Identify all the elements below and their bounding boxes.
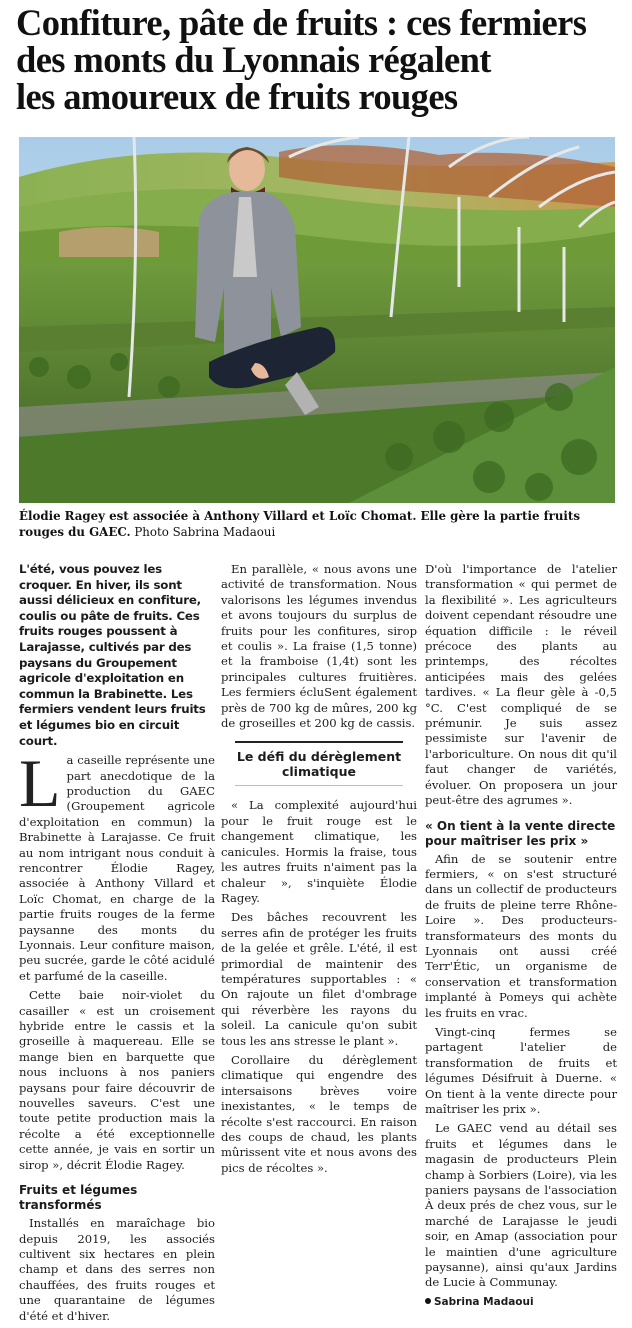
body-paragraph-1 bbox=[19, 745, 215, 984]
body-paragraph-2: Cette baie noir-violet du casailler « est un croisement hybride entre le cassis et la groseille à maquereau. Elle se mange bien en barquette que nous incluons à nos paniers paysans pour faire découvrir de nouvelles saveurs. C'est une toute petite production mais la récolte a été exceptionnelle cette année, je vais en sortir un sirop », décrit Élodie Ragey. bbox=[19, 988, 215, 1172]
bullet-icon bbox=[425, 1298, 431, 1304]
headline-line-2: des monts du Lyonnais régalent bbox=[16, 39, 491, 80]
article-column-3 bbox=[425, 562, 617, 1310]
article-photo bbox=[19, 137, 615, 503]
article-lead: L'été, vous pouvez les croquer. En hiver, ils sont aussi délicieux en confiture, coulis ou pâte de fruits. Ces fruits rouges poussent à Larajasse, cultivés par des paysans du Groupement agricole d'exploitation en commun la Brabinette. Les fermiers vendent leurs fruits et légumes bio en circuit court. bbox=[19, 562, 206, 748]
caption-text: Élodie Ragey est associée à Anthony Villard et Loïc Chomat. Elle gère la partie fruits rouges du GAEC. bbox=[19, 509, 581, 539]
article-column-1 bbox=[19, 562, 215, 1328]
photo-caption bbox=[19, 508, 619, 540]
body-paragraph-6: Des bâches recouvrent les serres afin de protéger les fruits de la gelée et grêle. L'été, il est primordial de maintenir des températures supportables : « On rajoute un filet d'ombrage qui réverbère les rayons du soleil. La canicule qu'on subit tous les ans stresse le plant ». bbox=[221, 910, 417, 1048]
body-paragraph-9: Afin de se soutenir entre fermiers, « on s'est structuré dans un collectif de producteurs de fruits de pleine terre Rhône-Loire ». Des producteurs-transformateurs des monts du Lyonnais ont aussi créé Terr'Étic, un organisme de conservation et transformation implanté à Pomeys qui achète les fruits en vrac. bbox=[425, 851, 617, 1020]
body-paragraph-8: D'où l'importance de l'atelier transformation « qui permet de la flexibilité ». Les agriculteurs doivent cependant résoudre une équation difficile : le réveil précoce des plants au printemps, des récoltes anticipées mais des gelées tardives. « La fleur gèle à -0,5 °C. C'est compliqué de se prémunir. Je suis assez pessimiste sur l'avenir de l'arboriculture. On nous dit qu'il faut changer de variétés, évoluer. On proposera un jour peut-être des agrumes ». bbox=[425, 562, 617, 808]
drop-cap: L bbox=[19, 745, 61, 822]
body-paragraph-3: Installés en maraîchage bio depuis 2019, les associés cultivent six hectares en plein champ et dans des serres non chauffées, des fruits rouges et une quarantaine de légumes d'été et d'hiver. bbox=[19, 1216, 215, 1323]
article-column-2 bbox=[221, 562, 417, 1180]
body-paragraph-4: En parallèle, « nous avons une activité de transformation. Nous valorisons les légumes invendus et avons toujours du surplus de fruits pour les confitures, sirop et coulis ». La fraise (1,5 tonne) et la framboise (1,4t) sont les principales cultures fruitières. Les fermiers écluSent également près de 700 kg de mûres, 200 kg de groseilles et 200 kg de cassis. bbox=[221, 562, 417, 731]
body-paragraph-5: « La complexité aujourd'hui pour le fruit rouge est le changement climatique, les canicules. Hormis la fraise, tous les autres fruits n'aiment pas la chaleur », s'inquiète Élodie Ragey. bbox=[221, 798, 417, 905]
section-title-climate: Le défi du dérèglement climatique bbox=[235, 741, 403, 786]
article-headline bbox=[16, 4, 620, 115]
author-byline bbox=[425, 1295, 617, 1310]
subheading-direct-sale: « On tient à la vente directe pour maîtriser les prix » bbox=[425, 818, 616, 848]
subheading-transformed: Fruits et légumes transformés bbox=[19, 1183, 138, 1213]
paragraph-1-text: a caseille représente une part anecdotique de la production du GAEC (Groupement agricole d'exploitation en commun) la Brabinette à Larajasse. Ce fruit au nom intrigant nous conduit à rencontrer Élodie Ragey, associée à Anthony Villard et Loïc Chomat, en charge de la partie fruits rouges de la ferme paysanne des monts du Lyonnais. Leur confiture maison, peu sucrée, garde le côté acidulé et parfumé de la caseille. bbox=[19, 753, 215, 983]
photo-credit: Photo Sabrina Madaoui bbox=[134, 525, 276, 539]
author-name: Sabrina Madaoui bbox=[434, 1295, 534, 1308]
body-paragraph-10: Vingt-cinq fermes se partagent l'atelier de transformation de fruits et légumes Désifruit à Duerne. « On tient à la vente directe pour maîtriser les prix ». bbox=[425, 1024, 617, 1116]
farm-photo-illustration bbox=[19, 137, 615, 503]
body-paragraph-11: Le GAEC vend au détail ses fruits et légumes dans le magasin de producteurs Plein champ à Sorbiers (Loire), via les paniers paysans de l'association À deux prés de chez vous, sur le marché de Larajasse le jeudi soir, en Amap (association pour le maintien d'une agriculture paysanne), ainsi qu'aux Jardins de Lucie à Communay. bbox=[425, 1121, 617, 1290]
body-paragraph-7: Corollaire du dérèglement climatique qui engendre des intersaisons brèves voire inexistantes, « le temps de récolte s'est raccourci. En raison des coups de chaud, les plants mûrissent vite et nous avons des pics de récoltes ». bbox=[221, 1052, 417, 1175]
headline-line-1: Confiture, pâte de fruits : ces fermiers bbox=[16, 2, 587, 43]
headline-line-3: les amoureux de fruits rouges bbox=[16, 76, 458, 117]
